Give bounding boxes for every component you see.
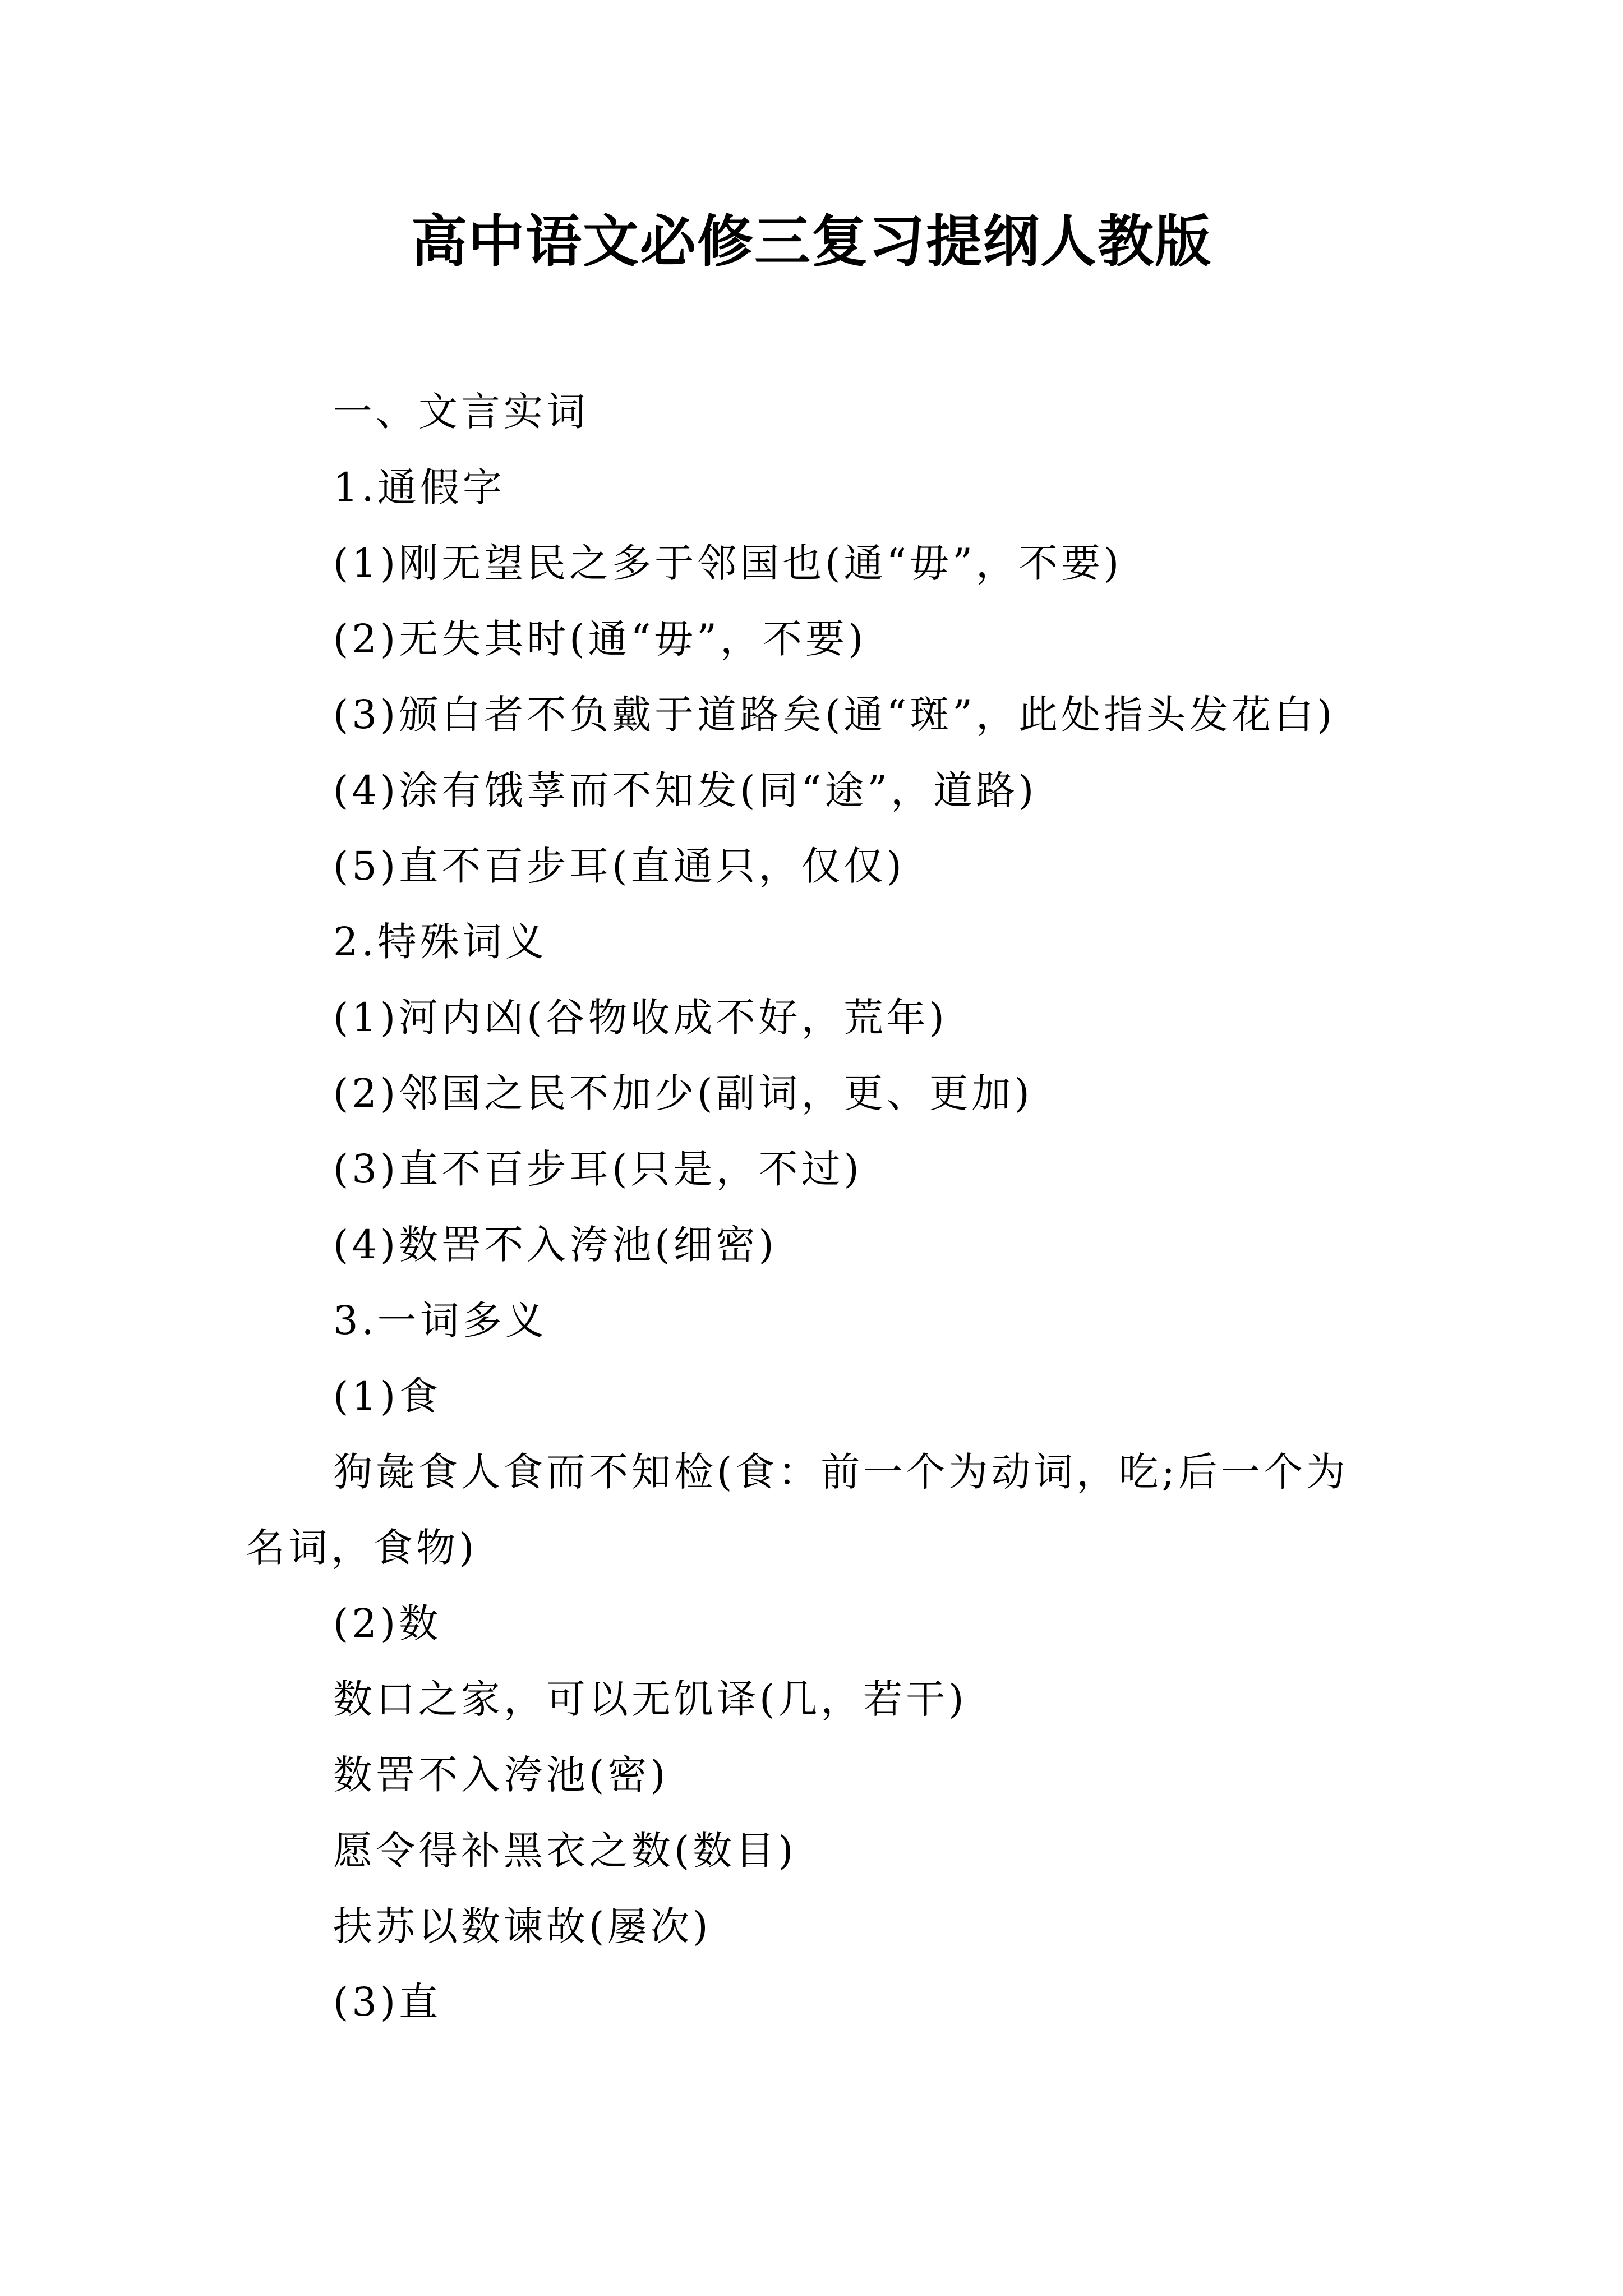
subsection-heading: 1.通假字 xyxy=(333,464,505,510)
list-item: (2)无失其时(通“毋”，不要) xyxy=(333,616,867,662)
subsection-heading: 2.特殊词义 xyxy=(333,919,548,965)
list-item: (1)刚无望民之多于邻国也(通“毋”，不要) xyxy=(333,540,1123,586)
list-item: (3)直 xyxy=(333,1979,442,2025)
subsection-heading: 3.一词多义 xyxy=(333,1297,548,1343)
list-item: (2)数 xyxy=(333,1600,442,1646)
list-item: (1)食 xyxy=(333,1373,442,1419)
list-item: (2)邻国之民不加少(副词，更、更加) xyxy=(333,1070,1033,1116)
list-item: (1)河内凶(谷物收成不好，荒年) xyxy=(333,995,948,1041)
list-item: (3)直不百步耳(只是，不过) xyxy=(333,1146,863,1192)
page-title: 高中语文必修三复习提纲人教版 xyxy=(411,208,1212,274)
paragraph-line: 愿令得补黑衣之数(数目) xyxy=(333,1828,797,1874)
paragraph-line: 数罟不入洿池(密) xyxy=(333,1752,669,1798)
list-item: (4)涂有饿莩而不知发(同“途”，道路) xyxy=(333,767,1038,813)
list-item: (3)颁白者不负戴于道路矣(通“斑”，此处指头发花白) xyxy=(333,692,1336,738)
list-item: (4)数罟不入洿池(细密) xyxy=(333,1222,777,1268)
paragraph-line: 狗彘食人食而不知检(食：前一个为动词，吃;后一个为 xyxy=(333,1449,1349,1495)
section-heading: 一、文言实词 xyxy=(333,389,589,435)
paragraph-line: 数口之家，可以无饥译(几，若干) xyxy=(333,1676,967,1722)
paragraph-line: 扶苏以数谏故(屡次) xyxy=(333,1903,712,1949)
paragraph-line: 名词，食物) xyxy=(246,1525,478,1571)
list-item: (5)直不百步耳(直通只，仅仅) xyxy=(333,843,905,889)
